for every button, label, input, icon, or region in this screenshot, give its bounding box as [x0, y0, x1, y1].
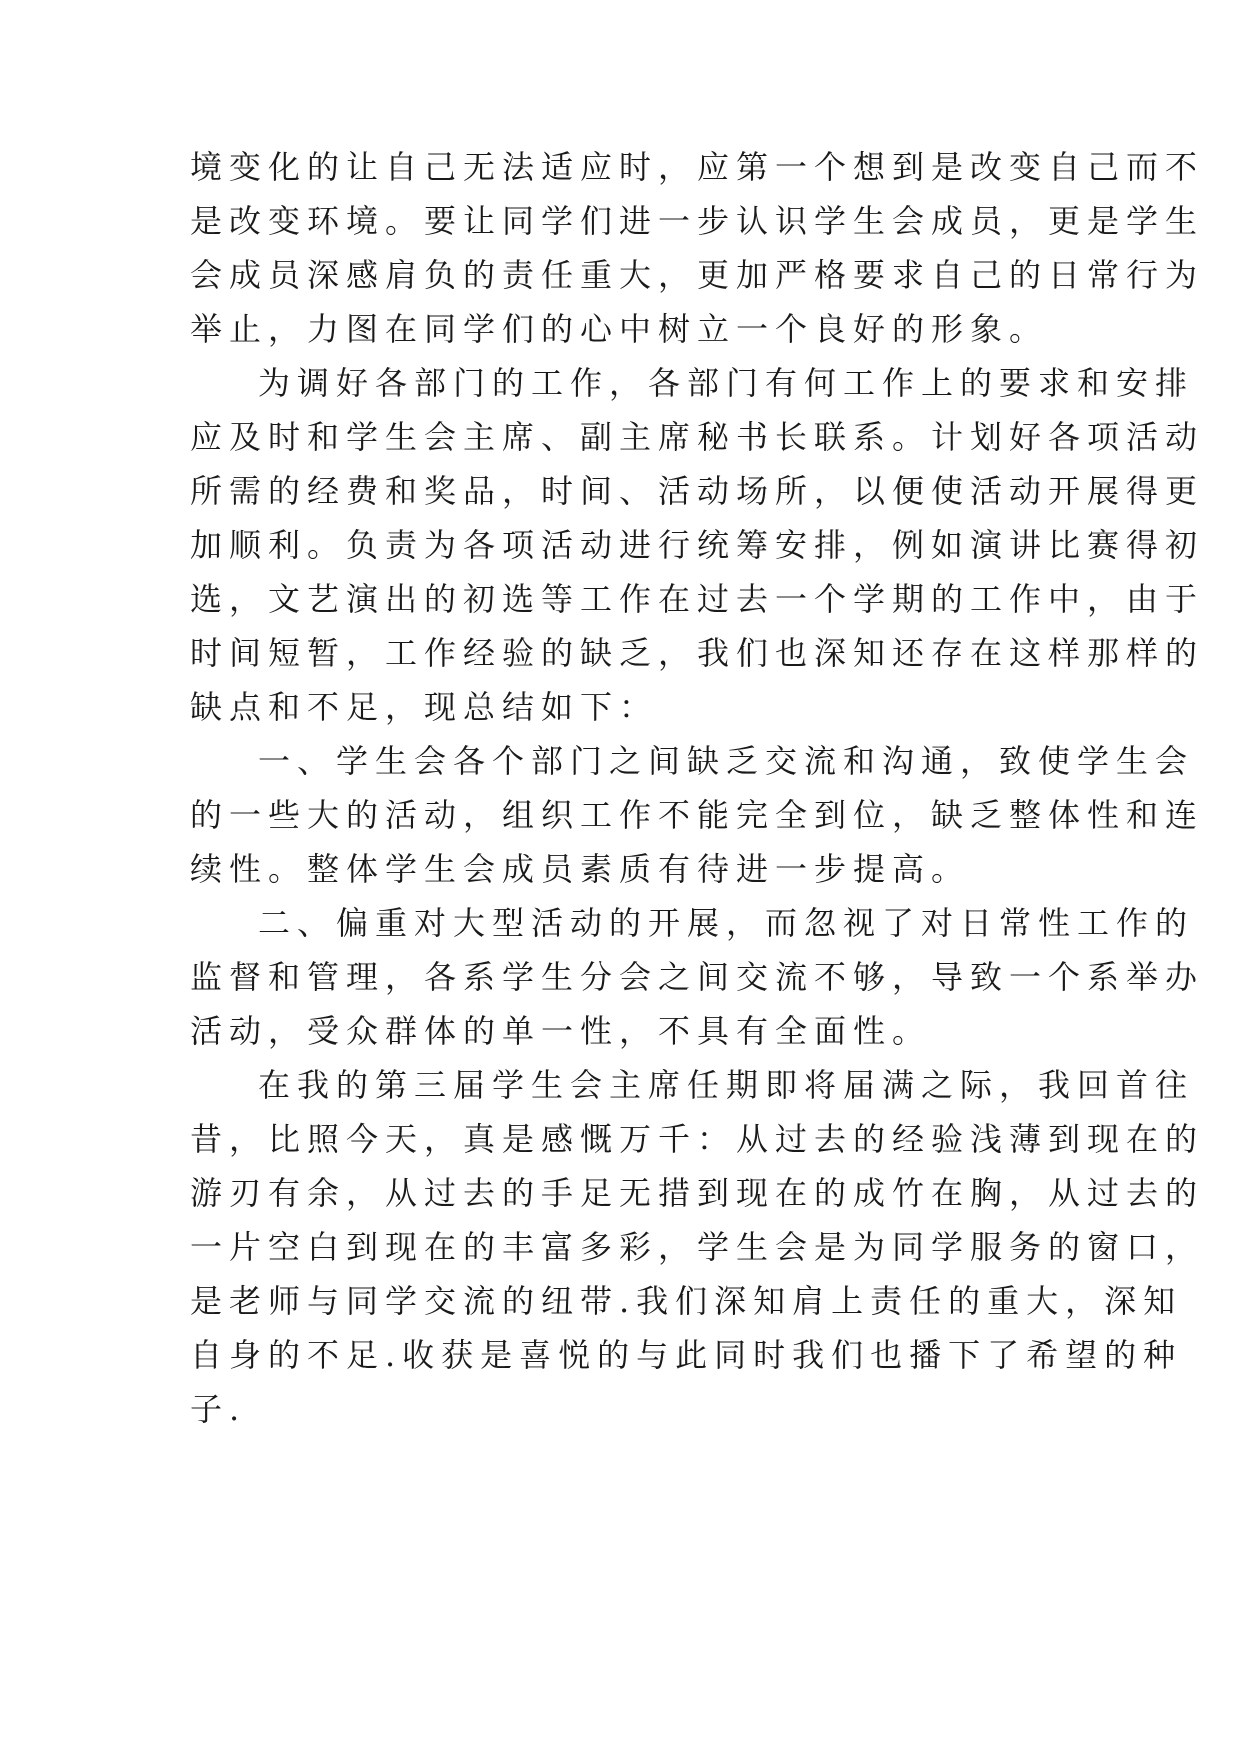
text-line: 是改变环境。要让同学们进一步认识学生会成员，更是学生 [190, 202, 1205, 240]
text-line: 活动，受众群体的单一性，不具有全面性。 [190, 1012, 932, 1050]
text-line: 的一些大的活动，组织工作不能完全到位，缺乏整体性和连 [190, 796, 1205, 834]
text-line: 所需的经费和奖品，时间、活动场所，以便使活动开展得更 [190, 472, 1205, 510]
text-line: 续性。整体学生会成员素质有待进一步提高。 [190, 850, 971, 888]
text-line: 应及时和学生会主席、副主席秘书长联系。计划好各项活动 [190, 418, 1205, 456]
paragraph-first-line: 在我的第三届学生会主席任期即将届满之际，我回首往 [258, 1066, 1195, 1104]
text-line: 一片空白到现在的丰富多彩，学生会是为同学服务的窗口， [190, 1228, 1205, 1266]
text-line: 游刃有余，从过去的手足无措到现在的成竹在胸，从过去的 [190, 1174, 1205, 1212]
text-line: 子. [190, 1390, 247, 1428]
paragraph-first-line: 为调好各部门的工作，各部门有何工作上的要求和安排 [258, 364, 1195, 402]
text-line: 选，文艺演出的初选等工作在过去一个学期的工作中，由于 [190, 580, 1205, 618]
paragraph-first-line: 一、学生会各个部门之间缺乏交流和沟通，致使学生会 [258, 742, 1195, 780]
text-line: 自身的不足.收获是喜悦的与此同时我们也播下了希望的种 [190, 1336, 1183, 1374]
text-line: 缺点和不足，现总结如下： [190, 688, 659, 726]
paragraph-first-line: 二、偏重对大型活动的开展，而忽视了对日常性工作的 [258, 904, 1195, 942]
text-line: 举止，力图在同学们的心中树立一个良好的形象。 [190, 310, 1049, 348]
text-line: 昔，比照今天，真是感慨万千：从过去的经验浅薄到现在的 [190, 1120, 1205, 1158]
text-line: 监督和管理，各系学生分会之间交流不够，导致一个系举办 [190, 958, 1205, 996]
text-line: 是老师与同学交流的纽带.我们深知肩上责任的重大，深知 [190, 1282, 1183, 1320]
text-line: 加顺利。负责为各项活动进行统筹安排，例如演讲比赛得初 [190, 526, 1205, 564]
text-line: 境变化的让自己无法适应时，应第一个想到是改变自己而不 [190, 148, 1205, 186]
text-line: 时间短暂，工作经验的缺乏，我们也深知还存在这样那样的 [190, 634, 1205, 672]
text-line: 会成员深感肩负的责任重大，更加严格要求自己的日常行为 [190, 256, 1205, 294]
